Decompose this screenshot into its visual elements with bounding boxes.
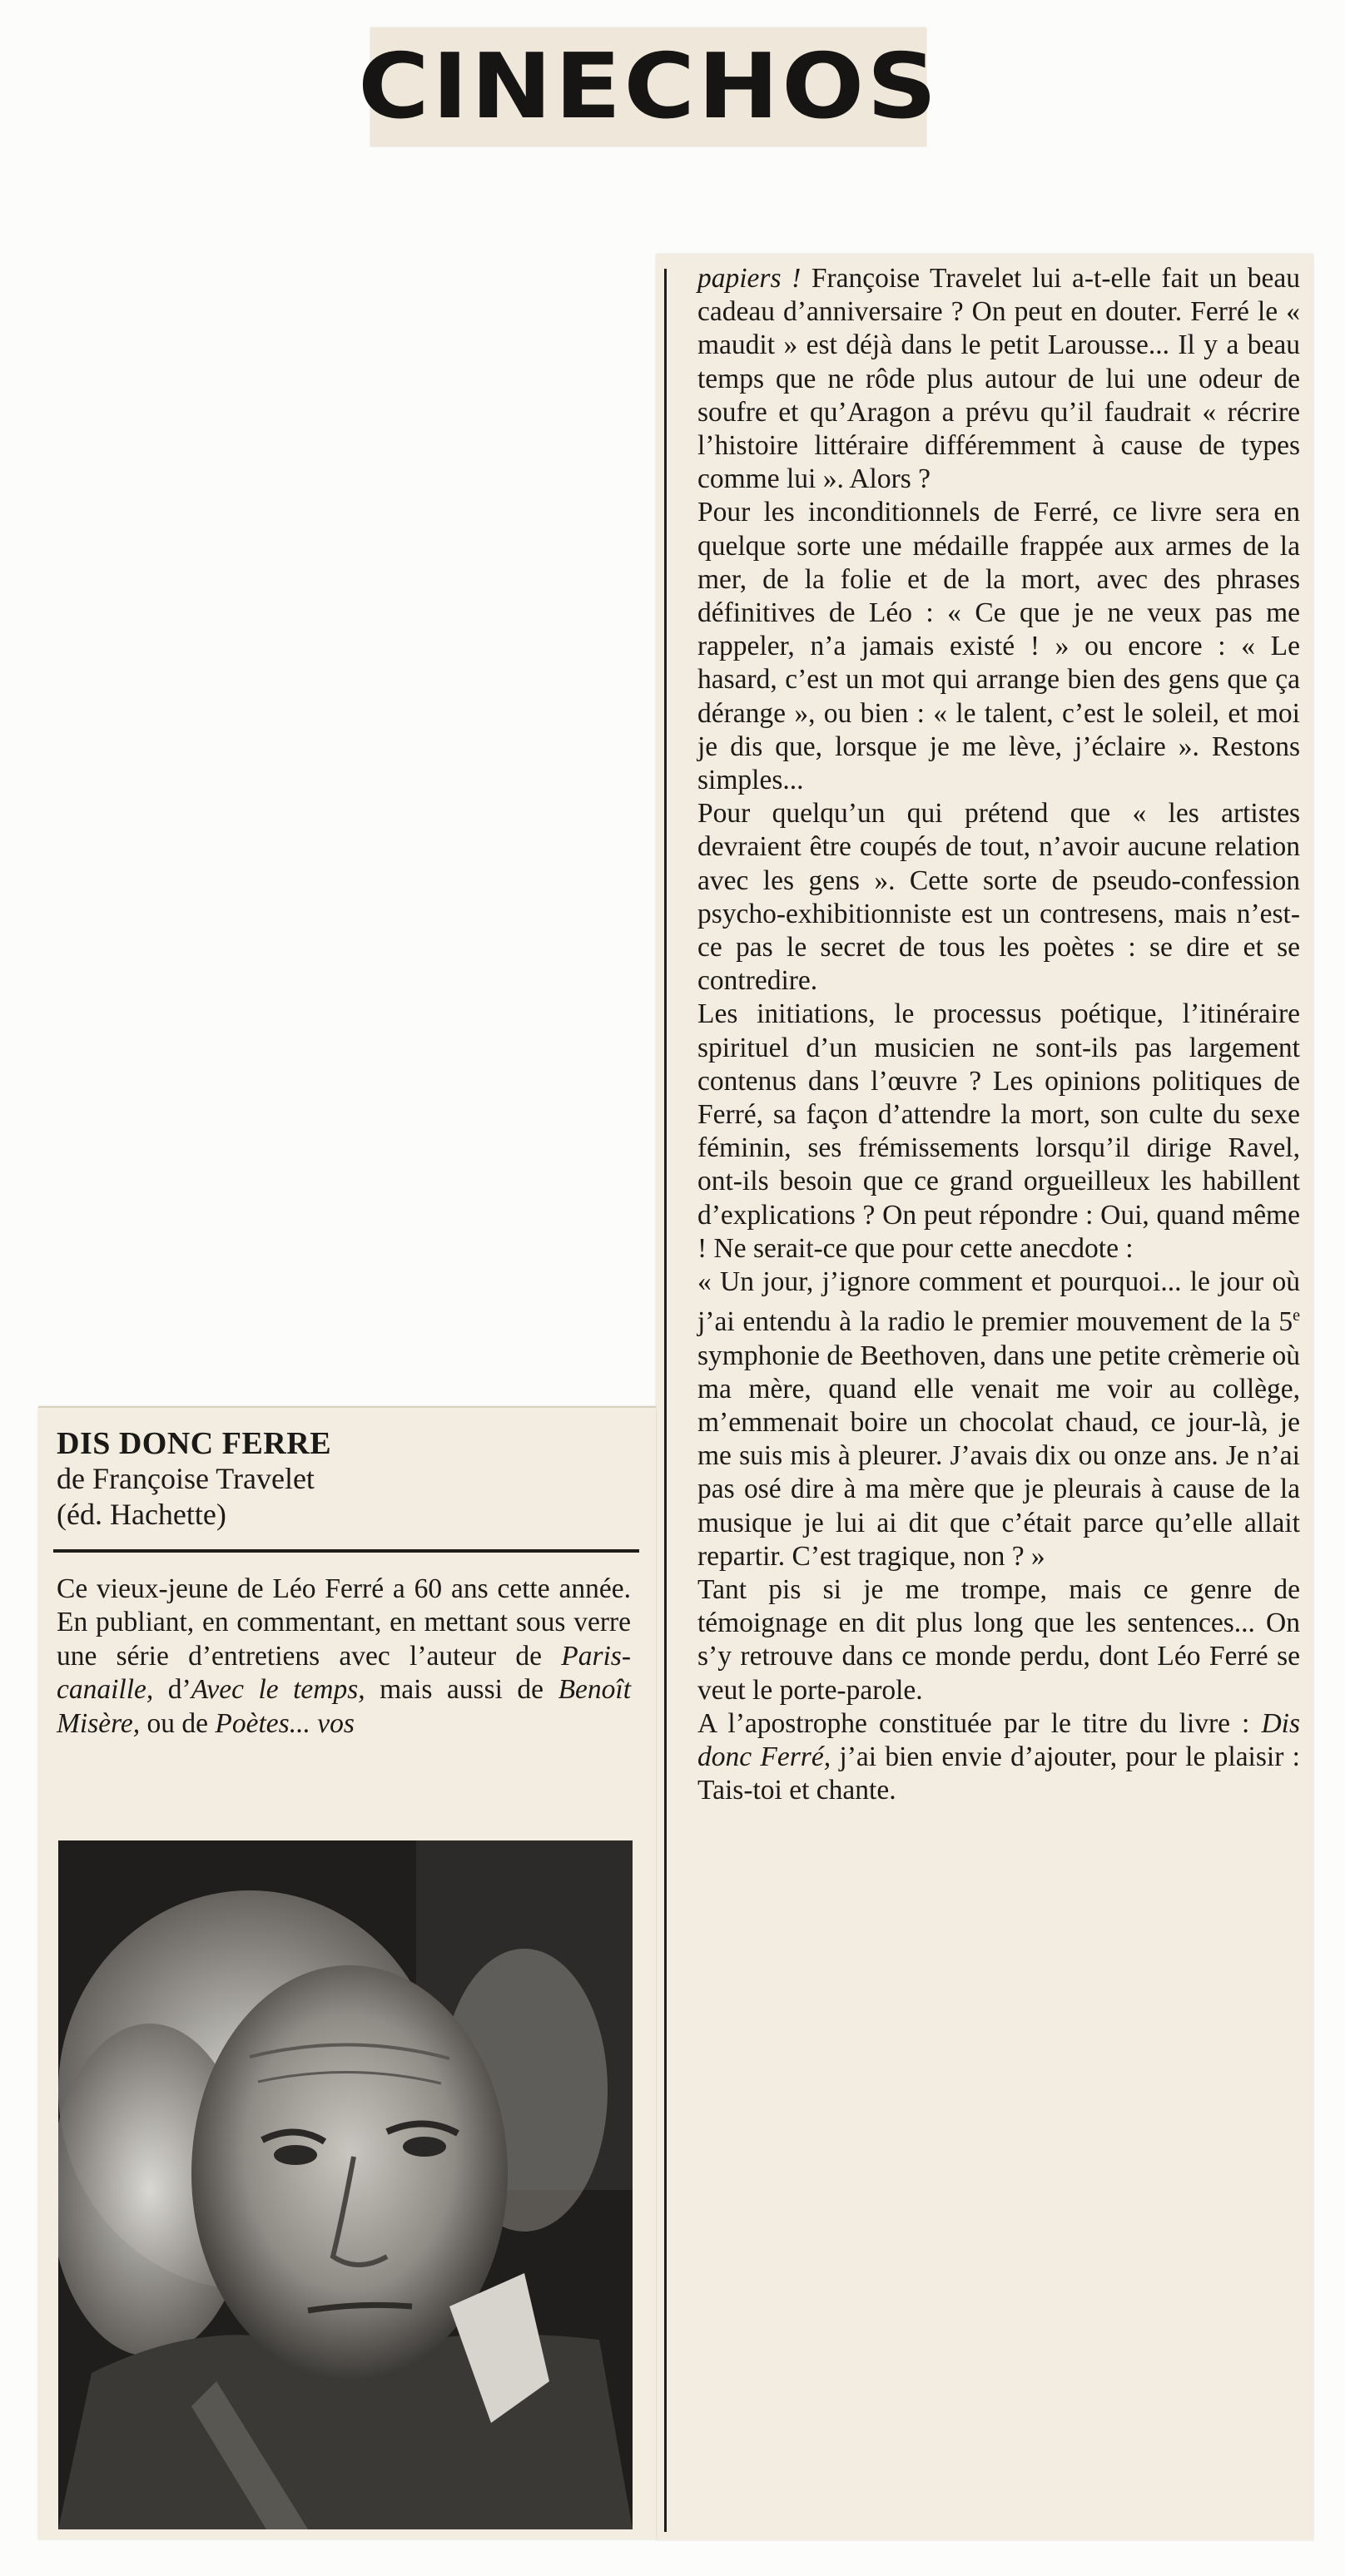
article-intro [57,1573,631,1741]
article-right-column [656,254,1313,2540]
intro-italic-poetes: Poètes... vos [215,1707,355,1739]
intro-italic-paris-canaille: Paris-canaille, [57,1640,631,1706]
portrait-photo [58,1840,633,2529]
masthead-clipping [357,27,940,146]
book-title: DIS DONC FERRE [57,1426,332,1461]
publisher-line: (éd. Hachette) [57,1498,226,1531]
intro-italic-benoit-misere: Benoît Misère, [57,1674,632,1739]
continued-lead-italic: papiers ! [697,263,802,294]
masthead-title: CINECHOS [357,35,940,139]
column-rule [664,269,667,2532]
intro-text-3: mais aussi de [365,1674,558,1706]
intro-italic-avec-le-temps: Avec le temps, [191,1674,365,1706]
continued-text-part-2: symphonie de Beethoven, dans une petite crèmerie où ma mère, quand elle venait me voir au collège, m’emmenait boire un chocolat chaud, ce jour-là, je me suis mis à pleurer. J’avais dix ou onze ans. Je n’ai pas osé dire à ma mère que je pleurais à cause de la musique je lui ai dit que c’était parce qu’elle allait repartir. C’est tragique, non ? » Tant pis si je me trompe, mais ce genre de témoignage en dit plus long que les sentences... On s’y retrouve dans ce monde perdu, dont Léo Ferré se veut le porte-parole. A l’apostrophe constituée par le titre du livre : [697,1340,1300,1739]
article-body-continued [697,262,1300,1808]
portrait-illustration [58,1840,633,2529]
author-line: de Françoise Travelet [57,1462,315,1495]
article-left-column [38,1406,656,2539]
title-divider [53,1549,639,1553]
book-title-block [57,1426,639,1533]
continued-text-part-3: j’ai bien envie d’ajouter, pour le plaisir : Tais-toi et chante. [697,1741,1300,1806]
continued-text-part-1: Françoise Travelet lui a-t-elle fait un beau cadeau d’anniversaire ? On peut en douter. Ferré le « maudit » est déjà dans le petit Larousse... Il y a beau temps que ne rôde plus autour de lui une odeur de soufre et qu’Aragon a prévu qu’il faudrait « récrire l’histoire littéraire différemment à cause de types comme lui ». Alors ? Pour les inconditionnels de Ferré, ce livre sera en quelque sorte une médaille frappée aux armes de la mer, de la folie et de la mort, avec des phrases définitives de Léo : « Ce que je ne veux pas me rappeler, n’a jamais existé ! » ou encore : « Le hasard, c’est un mot qui arrange bien des gens que ça dérange », ou bien : « le talent, c’est le soleil, et moi je dis que, lorsque je me lève, j’éclaire ». Restons simples... Pour quelqu’un qui prétend que « les artistes devraient être coupés de tout, n’avoir aucune relation avec les gens ». Cette sorte de pseudo-confession psycho-exhibitionniste est un contresens, mais n’est-ce pas le secret de tous les poètes : se dire et se contredire. Les initiations, le processus poétique, l’itinéraire spirituel d’un musicien ne sont-ils pas largement contenus dans l’œuvre ? Les opinions politiques de Ferré, sa façon d’attendre la mort, son culte du sexe féminin, ses frémissements lorsqu’il dirige Ravel, ont-ils besoin que ce grand orgueilleux les habillent d’explications ? On peut répondre : Oui, quand même ! Ne serait-ce que pour cette anecdote : « Un jour, j’ignore comment et pourquoi... le jour où j’ai entendu à la radio le premier mouvement de la 5 [697,263,1300,1338]
book-title-italic: Dis donc Ferré, [697,1707,1300,1773]
intro-text-1: Ce vieux-jeune de Léo Ferré a 60 ans cette année. En publiant, en commentant, en mettant sous verre une série d’entretiens avec l’auteur de [57,1573,631,1672]
intro-text-4: ou de [140,1707,216,1739]
intro-text-2: d’ [153,1674,191,1706]
superscript-e: e [1293,1306,1300,1325]
